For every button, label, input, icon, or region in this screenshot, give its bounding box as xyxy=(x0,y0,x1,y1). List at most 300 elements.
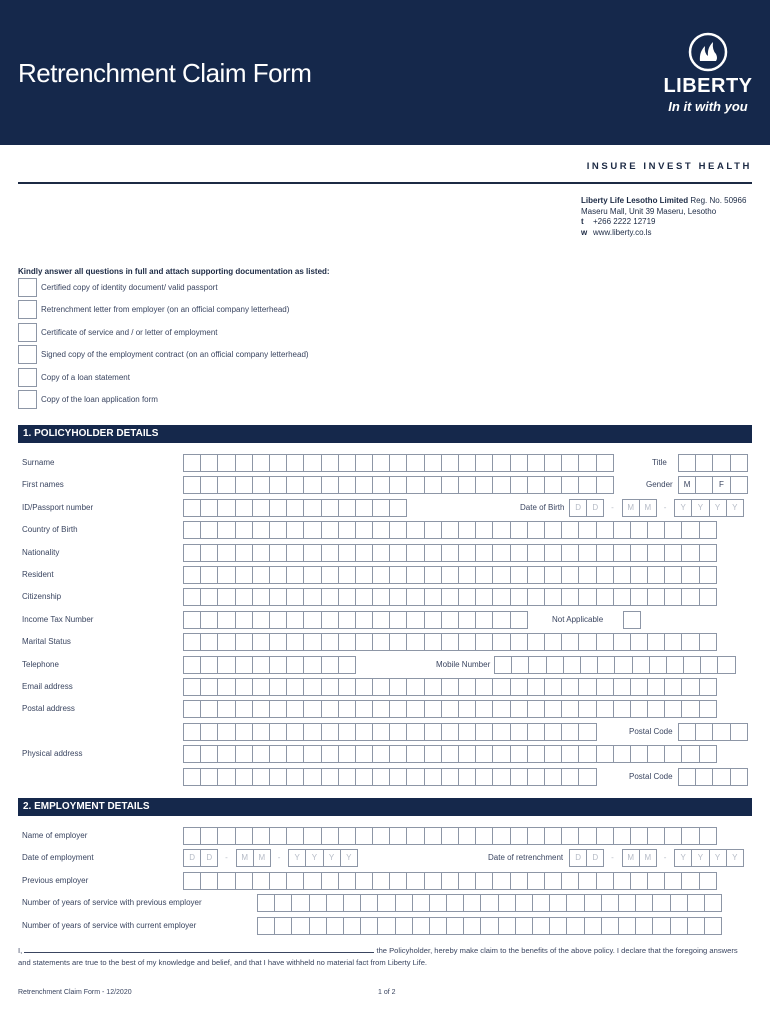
char-cell[interactable] xyxy=(532,894,550,912)
char-cell[interactable] xyxy=(217,454,235,472)
char-cell[interactable] xyxy=(183,745,201,763)
char-cell[interactable] xyxy=(286,544,304,562)
char-cell[interactable] xyxy=(578,827,596,845)
date-cell[interactable]: Y xyxy=(323,849,341,867)
char-cell[interactable] xyxy=(217,827,235,845)
char-cell[interactable] xyxy=(527,700,545,718)
char-cell[interactable] xyxy=(217,476,235,494)
postal-field-2[interactable] xyxy=(183,723,596,741)
policyholder-name-line[interactable] xyxy=(24,952,374,953)
char-cell[interactable] xyxy=(200,723,218,741)
char-cell[interactable] xyxy=(355,499,373,517)
checkbox[interactable] xyxy=(18,390,37,409)
char-cell[interactable] xyxy=(303,476,321,494)
char-cell[interactable] xyxy=(527,678,545,696)
char-cell[interactable] xyxy=(458,678,476,696)
char-cell[interactable] xyxy=(321,827,339,845)
char-cell[interactable] xyxy=(492,566,510,584)
char-cell[interactable] xyxy=(252,656,270,674)
char-cell[interactable] xyxy=(704,917,722,935)
char-cell[interactable] xyxy=(678,723,696,741)
char-cell[interactable] xyxy=(355,566,373,584)
char-cell[interactable] xyxy=(372,566,390,584)
char-cell[interactable] xyxy=(183,566,201,584)
char-cell[interactable] xyxy=(355,827,373,845)
char-cell[interactable] xyxy=(647,745,665,763)
prev-employer-field[interactable] xyxy=(183,872,716,890)
char-cell[interactable] xyxy=(666,656,684,674)
char-cell[interactable] xyxy=(463,894,481,912)
char-cell[interactable] xyxy=(286,633,304,651)
char-cell[interactable] xyxy=(235,745,253,763)
char-cell[interactable] xyxy=(235,611,253,629)
char-cell[interactable] xyxy=(303,827,321,845)
char-cell[interactable] xyxy=(235,768,253,786)
physical-code-field[interactable] xyxy=(678,768,747,786)
char-cell[interactable] xyxy=(252,544,270,562)
char-cell[interactable] xyxy=(544,476,562,494)
date-cell[interactable]: M xyxy=(639,499,657,517)
char-cell[interactable] xyxy=(303,678,321,696)
char-cell[interactable] xyxy=(269,499,287,517)
char-cell[interactable] xyxy=(475,745,493,763)
char-cell[interactable] xyxy=(613,633,631,651)
char-cell[interactable] xyxy=(596,521,614,539)
char-cell[interactable] xyxy=(406,588,424,606)
char-cell[interactable] xyxy=(544,566,562,584)
char-cell[interactable] xyxy=(286,745,304,763)
char-cell[interactable] xyxy=(217,723,235,741)
char-cell[interactable] xyxy=(681,872,699,890)
char-cell[interactable] xyxy=(303,566,321,584)
char-cell[interactable] xyxy=(200,499,218,517)
title-field[interactable] xyxy=(678,454,747,472)
char-cell[interactable] xyxy=(527,454,545,472)
char-cell[interactable] xyxy=(252,768,270,786)
char-cell[interactable] xyxy=(458,745,476,763)
char-cell[interactable] xyxy=(441,588,459,606)
char-cell[interactable] xyxy=(200,678,218,696)
char-cell[interactable] xyxy=(372,499,390,517)
char-cell[interactable] xyxy=(441,745,459,763)
char-cell[interactable] xyxy=(458,476,476,494)
char-cell[interactable] xyxy=(389,745,407,763)
nationality-field[interactable] xyxy=(183,544,716,562)
char-cell[interactable] xyxy=(406,521,424,539)
char-cell[interactable] xyxy=(338,768,356,786)
char-cell[interactable] xyxy=(217,768,235,786)
char-cell[interactable] xyxy=(700,656,718,674)
date-cell[interactable]: Y xyxy=(726,849,744,867)
char-cell[interactable] xyxy=(252,827,270,845)
char-cell[interactable] xyxy=(424,611,442,629)
char-cell[interactable] xyxy=(269,588,287,606)
date-cell[interactable]: Y xyxy=(726,499,744,517)
char-cell[interactable] xyxy=(510,588,528,606)
char-cell[interactable] xyxy=(664,745,682,763)
char-cell[interactable] xyxy=(498,894,516,912)
char-cell[interactable] xyxy=(355,633,373,651)
date-cell[interactable]: Y xyxy=(691,849,709,867)
char-cell[interactable] xyxy=(252,633,270,651)
checkbox[interactable] xyxy=(18,278,37,297)
char-cell[interactable] xyxy=(630,827,648,845)
char-cell[interactable] xyxy=(235,700,253,718)
char-cell[interactable] xyxy=(527,566,545,584)
char-cell[interactable] xyxy=(424,723,442,741)
char-cell[interactable] xyxy=(269,521,287,539)
char-cell[interactable] xyxy=(200,700,218,718)
char-cell[interactable] xyxy=(475,611,493,629)
char-cell[interactable] xyxy=(183,544,201,562)
char-cell[interactable] xyxy=(618,917,636,935)
char-cell[interactable] xyxy=(480,894,498,912)
char-cell[interactable] xyxy=(664,827,682,845)
char-cell[interactable] xyxy=(200,588,218,606)
char-cell[interactable] xyxy=(389,872,407,890)
char-cell[interactable] xyxy=(252,678,270,696)
char-cell[interactable] xyxy=(183,476,201,494)
char-cell[interactable] xyxy=(441,768,459,786)
citizenship-field[interactable] xyxy=(183,588,716,606)
char-cell[interactable] xyxy=(406,700,424,718)
char-cell[interactable] xyxy=(561,700,579,718)
char-cell[interactable] xyxy=(681,566,699,584)
char-cell[interactable] xyxy=(475,544,493,562)
char-cell[interactable] xyxy=(406,454,424,472)
char-cell[interactable] xyxy=(286,476,304,494)
char-cell[interactable] xyxy=(235,566,253,584)
char-cell[interactable] xyxy=(596,745,614,763)
char-cell[interactable] xyxy=(527,723,545,741)
char-cell[interactable] xyxy=(664,872,682,890)
char-cell[interactable] xyxy=(527,476,545,494)
char-cell[interactable] xyxy=(183,700,201,718)
char-cell[interactable] xyxy=(664,700,682,718)
char-cell[interactable] xyxy=(544,521,562,539)
char-cell[interactable] xyxy=(183,611,201,629)
char-cell[interactable] xyxy=(252,611,270,629)
char-cell[interactable] xyxy=(578,633,596,651)
char-cell[interactable] xyxy=(217,611,235,629)
char-cell[interactable] xyxy=(492,723,510,741)
char-cell[interactable] xyxy=(441,454,459,472)
char-cell[interactable] xyxy=(549,894,567,912)
char-cell[interactable] xyxy=(269,827,287,845)
char-cell[interactable] xyxy=(613,566,631,584)
char-cell[interactable] xyxy=(183,768,201,786)
char-cell[interactable] xyxy=(424,633,442,651)
char-cell[interactable] xyxy=(699,544,717,562)
char-cell[interactable] xyxy=(549,917,567,935)
char-cell[interactable] xyxy=(269,656,287,674)
char-cell[interactable] xyxy=(561,633,579,651)
char-cell[interactable] xyxy=(183,633,201,651)
char-cell[interactable] xyxy=(601,917,619,935)
char-cell[interactable] xyxy=(664,588,682,606)
char-cell[interactable] xyxy=(544,827,562,845)
char-cell[interactable] xyxy=(458,454,476,472)
char-cell[interactable] xyxy=(664,544,682,562)
date-cell[interactable]: M xyxy=(622,849,640,867)
char-cell[interactable] xyxy=(652,894,670,912)
char-cell[interactable] xyxy=(566,917,584,935)
char-cell[interactable] xyxy=(406,872,424,890)
char-cell[interactable] xyxy=(475,872,493,890)
char-cell[interactable] xyxy=(286,611,304,629)
char-cell[interactable] xyxy=(338,476,356,494)
char-cell[interactable] xyxy=(286,521,304,539)
char-cell[interactable] xyxy=(389,499,407,517)
dor-field[interactable] xyxy=(569,849,743,867)
char-cell[interactable] xyxy=(286,723,304,741)
char-cell[interactable] xyxy=(492,521,510,539)
char-cell[interactable] xyxy=(475,566,493,584)
char-cell[interactable] xyxy=(647,633,665,651)
char-cell[interactable] xyxy=(217,678,235,696)
char-cell[interactable] xyxy=(338,588,356,606)
char-cell[interactable] xyxy=(252,454,270,472)
char-cell[interactable] xyxy=(475,633,493,651)
char-cell[interactable] xyxy=(424,544,442,562)
date-cell[interactable]: Y xyxy=(305,849,323,867)
char-cell[interactable] xyxy=(492,872,510,890)
char-cell[interactable] xyxy=(286,588,304,606)
char-cell[interactable] xyxy=(510,678,528,696)
char-cell[interactable] xyxy=(596,476,614,494)
char-cell[interactable] xyxy=(596,700,614,718)
char-cell[interactable] xyxy=(596,633,614,651)
char-cell[interactable] xyxy=(441,678,459,696)
char-cell[interactable] xyxy=(546,656,564,674)
char-cell[interactable] xyxy=(492,476,510,494)
char-cell[interactable] xyxy=(286,566,304,584)
char-cell[interactable] xyxy=(252,588,270,606)
char-cell[interactable] xyxy=(183,588,201,606)
char-cell[interactable] xyxy=(217,499,235,517)
checkbox[interactable] xyxy=(18,368,37,387)
char-cell[interactable] xyxy=(498,917,516,935)
date-cell[interactable]: M xyxy=(639,849,657,867)
char-cell[interactable] xyxy=(544,678,562,696)
char-cell[interactable] xyxy=(699,745,717,763)
char-cell[interactable] xyxy=(303,611,321,629)
date-cell[interactable]: D xyxy=(586,499,604,517)
years-prev-field[interactable] xyxy=(257,894,721,912)
char-cell[interactable] xyxy=(183,827,201,845)
char-cell[interactable] xyxy=(441,521,459,539)
char-cell[interactable] xyxy=(321,499,339,517)
char-cell[interactable] xyxy=(695,454,713,472)
char-cell[interactable] xyxy=(446,894,464,912)
char-cell[interactable] xyxy=(372,544,390,562)
char-cell[interactable] xyxy=(309,917,327,935)
char-cell[interactable] xyxy=(475,476,493,494)
char-cell[interactable] xyxy=(372,872,390,890)
char-cell[interactable] xyxy=(303,768,321,786)
char-cell[interactable] xyxy=(712,768,730,786)
char-cell[interactable] xyxy=(389,476,407,494)
char-cell[interactable] xyxy=(235,521,253,539)
char-cell[interactable] xyxy=(578,745,596,763)
char-cell[interactable] xyxy=(578,588,596,606)
char-cell[interactable] xyxy=(412,894,430,912)
char-cell[interactable] xyxy=(678,454,696,472)
char-cell[interactable] xyxy=(372,745,390,763)
date-cell[interactable]: Y xyxy=(709,499,727,517)
char-cell[interactable] xyxy=(217,745,235,763)
char-cell[interactable] xyxy=(561,678,579,696)
char-cell[interactable] xyxy=(561,827,579,845)
char-cell[interactable] xyxy=(441,827,459,845)
date-cell[interactable]: M xyxy=(236,849,254,867)
char-cell[interactable] xyxy=(303,745,321,763)
char-cell[interactable] xyxy=(613,544,631,562)
char-cell[interactable] xyxy=(441,633,459,651)
char-cell[interactable] xyxy=(406,633,424,651)
char-cell[interactable] xyxy=(647,544,665,562)
char-cell[interactable] xyxy=(406,827,424,845)
char-cell[interactable] xyxy=(406,611,424,629)
char-cell[interactable] xyxy=(580,656,598,674)
char-cell[interactable] xyxy=(429,894,447,912)
char-cell[interactable] xyxy=(217,544,235,562)
date-cell[interactable]: D xyxy=(586,849,604,867)
char-cell[interactable] xyxy=(670,894,688,912)
char-cell[interactable] xyxy=(321,566,339,584)
char-cell[interactable] xyxy=(321,656,339,674)
char-cell[interactable] xyxy=(269,700,287,718)
checkbox[interactable] xyxy=(18,323,37,342)
char-cell[interactable] xyxy=(492,768,510,786)
char-cell[interactable] xyxy=(235,656,253,674)
char-cell[interactable] xyxy=(670,917,688,935)
char-cell[interactable] xyxy=(584,894,602,912)
char-cell[interactable] xyxy=(338,678,356,696)
char-cell[interactable] xyxy=(200,827,218,845)
char-cell[interactable] xyxy=(355,611,373,629)
char-cell[interactable] xyxy=(561,588,579,606)
char-cell[interactable] xyxy=(338,723,356,741)
char-cell[interactable] xyxy=(343,894,361,912)
char-cell[interactable] xyxy=(681,700,699,718)
char-cell[interactable] xyxy=(372,611,390,629)
char-cell[interactable] xyxy=(492,544,510,562)
char-cell[interactable] xyxy=(492,700,510,718)
char-cell[interactable] xyxy=(200,544,218,562)
date-cell[interactable]: D xyxy=(569,849,587,867)
char-cell[interactable] xyxy=(647,588,665,606)
char-cell[interactable] xyxy=(730,768,748,786)
char-cell[interactable] xyxy=(613,678,631,696)
char-cell[interactable] xyxy=(424,827,442,845)
char-cell[interactable] xyxy=(458,700,476,718)
char-cell[interactable] xyxy=(475,678,493,696)
char-cell[interactable] xyxy=(200,454,218,472)
char-cell[interactable] xyxy=(183,454,201,472)
char-cell[interactable] xyxy=(321,544,339,562)
checkbox[interactable] xyxy=(18,300,37,319)
char-cell[interactable] xyxy=(395,894,413,912)
char-cell[interactable] xyxy=(510,633,528,651)
char-cell[interactable] xyxy=(286,454,304,472)
char-cell[interactable] xyxy=(664,678,682,696)
char-cell[interactable] xyxy=(561,521,579,539)
char-cell[interactable] xyxy=(527,827,545,845)
char-cell[interactable] xyxy=(613,521,631,539)
char-cell[interactable] xyxy=(681,588,699,606)
char-cell[interactable] xyxy=(475,827,493,845)
char-cell[interactable] xyxy=(200,611,218,629)
char-cell[interactable] xyxy=(269,454,287,472)
char-cell[interactable] xyxy=(217,633,235,651)
char-cell[interactable] xyxy=(630,588,648,606)
char-cell[interactable] xyxy=(596,544,614,562)
char-cell[interactable] xyxy=(326,917,344,935)
char-cell[interactable] xyxy=(596,678,614,696)
char-cell[interactable] xyxy=(200,476,218,494)
char-cell[interactable] xyxy=(458,611,476,629)
char-cell[interactable] xyxy=(286,499,304,517)
char-cell[interactable] xyxy=(269,476,287,494)
char-cell[interactable] xyxy=(355,476,373,494)
char-cell[interactable] xyxy=(360,894,378,912)
char-cell[interactable] xyxy=(252,745,270,763)
char-cell[interactable] xyxy=(406,745,424,763)
char-cell[interactable] xyxy=(355,588,373,606)
char-cell[interactable] xyxy=(681,521,699,539)
char-cell[interactable] xyxy=(544,588,562,606)
char-cell[interactable] xyxy=(441,700,459,718)
char-cell[interactable] xyxy=(630,745,648,763)
char-cell[interactable] xyxy=(200,768,218,786)
date-cell[interactable]: D xyxy=(200,849,218,867)
char-cell[interactable] xyxy=(372,827,390,845)
char-cell[interactable] xyxy=(480,917,498,935)
char-cell[interactable] xyxy=(217,872,235,890)
char-cell[interactable] xyxy=(424,678,442,696)
char-cell[interactable] xyxy=(389,700,407,718)
gender-box[interactable] xyxy=(695,476,713,494)
date-cell[interactable]: D xyxy=(183,849,201,867)
char-cell[interactable] xyxy=(200,656,218,674)
char-cell[interactable] xyxy=(183,656,201,674)
char-cell[interactable] xyxy=(355,678,373,696)
char-cell[interactable] xyxy=(578,872,596,890)
char-cell[interactable] xyxy=(596,566,614,584)
char-cell[interactable] xyxy=(463,917,481,935)
char-cell[interactable] xyxy=(699,678,717,696)
char-cell[interactable] xyxy=(647,521,665,539)
char-cell[interactable] xyxy=(321,678,339,696)
char-cell[interactable] xyxy=(647,872,665,890)
char-cell[interactable] xyxy=(269,872,287,890)
char-cell[interactable] xyxy=(321,723,339,741)
char-cell[interactable] xyxy=(372,723,390,741)
char-cell[interactable] xyxy=(338,827,356,845)
char-cell[interactable] xyxy=(406,768,424,786)
char-cell[interactable] xyxy=(630,566,648,584)
char-cell[interactable] xyxy=(235,544,253,562)
char-cell[interactable] xyxy=(699,872,717,890)
char-cell[interactable] xyxy=(494,656,512,674)
char-cell[interactable] xyxy=(441,723,459,741)
char-cell[interactable] xyxy=(458,768,476,786)
char-cell[interactable] xyxy=(360,917,378,935)
char-cell[interactable] xyxy=(561,768,579,786)
email-field[interactable] xyxy=(183,678,716,696)
char-cell[interactable] xyxy=(252,723,270,741)
